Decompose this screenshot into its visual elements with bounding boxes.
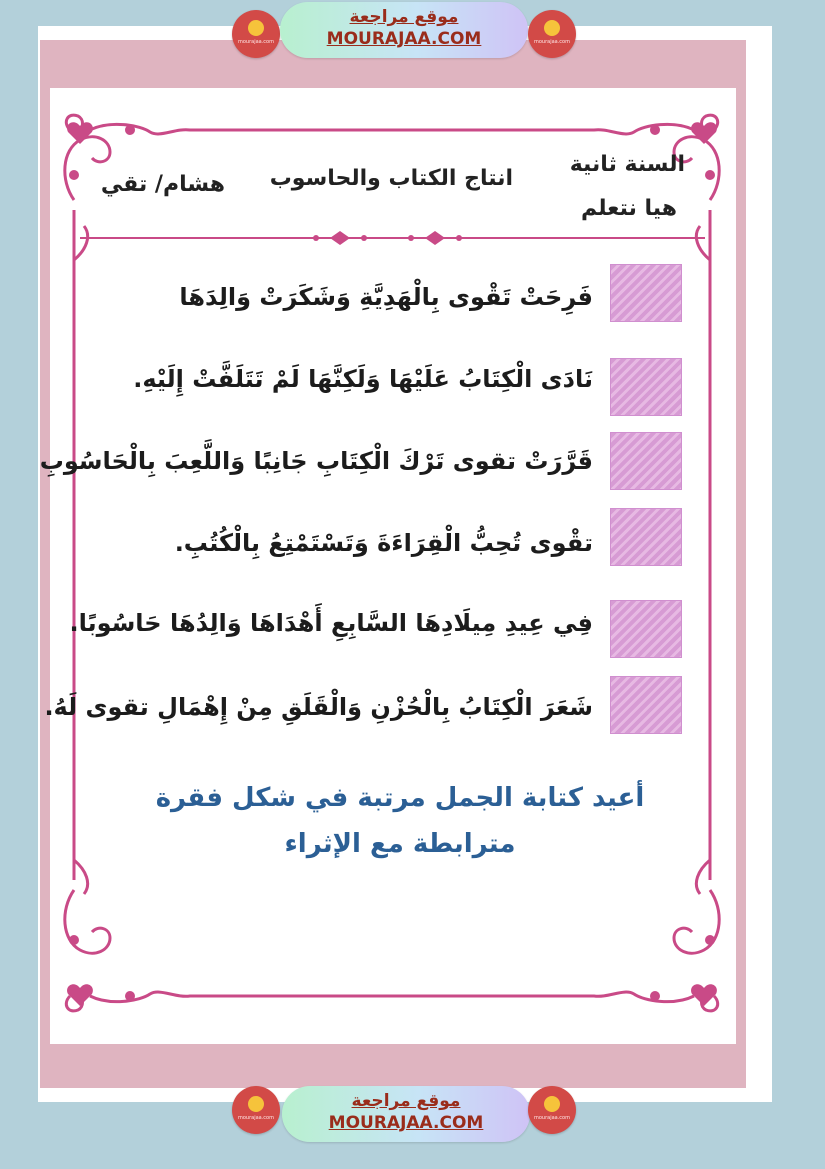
sentence-5: فِي عِيدِ مِيلَادِهَا السَّابِعِ أَهْدَاهَا وَالِدُهَا حَاسُوبًا.	[69, 609, 593, 637]
sentence-3: قَرَّرَتْ تقوى تَرْكَ الْكِتَابِ جَانِبًا وَاللَّعِبَ بِالْحَاسُوبِ	[39, 447, 593, 475]
site-seal-bottom-right	[528, 1086, 576, 1134]
site-name-english[interactable]: MOURAJAA.COM	[328, 1113, 484, 1133]
site-name-arabic[interactable]: موقع مراجعة	[351, 1091, 461, 1111]
answer-box-1[interactable]	[610, 264, 682, 322]
seal-caption: mourajaa.com	[533, 39, 570, 45]
subject-label: هيا نتعلم	[580, 196, 677, 221]
instruction-line-1: أعيد كتابة الجمل مرتبة في شكل فقرة	[155, 783, 645, 813]
answer-box-4[interactable]	[610, 508, 682, 566]
sentence-2: نَادَى الْكِتَابُ عَلَيْهَا وَلَكِنَّهَا لَمْ تَتَلَفَّتْ إِلَيْهِ.	[133, 365, 593, 393]
author-label: هشام/ تقي	[100, 172, 225, 197]
seal-logo-icon	[248, 1096, 264, 1112]
page-title: انتاج الكتاب والحاسوب	[269, 166, 513, 191]
sentence-1: فَرِحَتْ تَقْوى بِالْهَدِيَّةِ وَشَكَرَتْ وَالِدَهَا	[179, 283, 593, 311]
seal-logo-icon	[544, 1096, 560, 1112]
grade-label: السنة ثانية	[569, 152, 685, 177]
site-seal-bottom-left	[232, 1086, 280, 1134]
site-badge-bottom[interactable]	[282, 1086, 530, 1142]
sentence-4: تقْوى تُحِبُّ الْقِرَاءَةَ وَتَسْتَمْتِعُ بِالْكُتُبِ.	[174, 529, 593, 557]
site-seal-top-right	[528, 10, 576, 58]
site-seal-top-left	[232, 10, 280, 58]
site-name-english[interactable]: MOURAJAA.COM	[326, 29, 482, 49]
seal-caption: mourajaa.com	[533, 1115, 570, 1121]
site-name-arabic[interactable]: موقع مراجعة	[349, 7, 459, 27]
answer-box-6[interactable]	[610, 676, 682, 734]
answer-box-3[interactable]	[610, 432, 682, 490]
site-badge-top[interactable]	[280, 2, 528, 58]
answer-box-2[interactable]	[610, 358, 682, 416]
seal-caption: mourajaa.com	[237, 1115, 274, 1121]
instruction-line-2: مترابطة مع الإثراء	[284, 829, 516, 859]
answer-box-5[interactable]	[610, 600, 682, 658]
sentence-6: شَعَرَ الْكِتَابُ بِالْحُزْنِ وَالْقَلَقِ مِنْ إِهْمَالِ تقوى لَهُ.	[44, 693, 593, 721]
seal-caption: mourajaa.com	[237, 39, 274, 45]
seal-logo-icon	[544, 20, 560, 36]
seal-logo-icon	[248, 20, 264, 36]
